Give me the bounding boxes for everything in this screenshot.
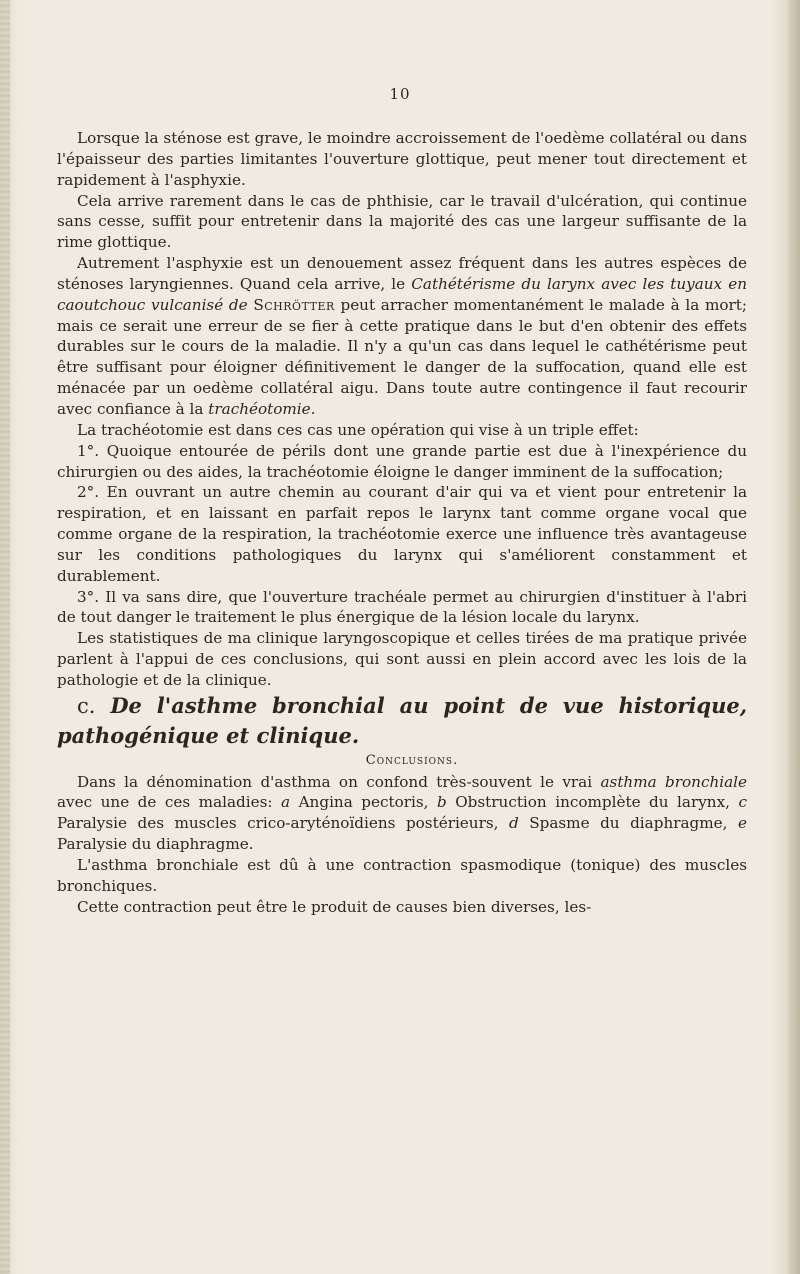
paragraph: 2°. En ouvrant un autre chemin au courant d'air qui va et vient pour entretenir la respiration, et en laissant en parfait repos le larynx tant comme organe vocal que comme organe de la respiration, la trachéotomie exerce une influence très avantageuse sur les conditions pathologiques du larynx qui s'améliorent constamment et durablement. [57, 483, 747, 585]
paragraph: 1°. Quoique entourée de périls dont une grande partie est due à l'inexpérience du chirurgien ou des aides, la trachéotomie éloigne le danger imminent de la suffocation; [57, 441, 747, 481]
paragraph: Les statistiques de ma clinique laryngoscopique et celles tirées de ma pratique privée parlent à l'appui de ces conclusions, qui sont aussi en plein accord avec les lois de la pathologie et de la clinique. [57, 629, 747, 689]
italic-run: asthma bronchiale [600, 772, 748, 791]
list-letter: d [508, 814, 519, 833]
paragraph: Cette contraction peut être le produit de causes bien diverses, les- [77, 897, 592, 916]
page-number: 10 [389, 85, 411, 103]
text-run: Paralysie du diaphragme. [57, 835, 254, 854]
list-letter: e [737, 814, 747, 833]
paragraph: 3°. Il va sans dire, que l'ouverture trachéale permet au chirurgien d'instituer à l'abri de tout danger le traitement le plus énergique de la lésion locale du larynx. [57, 587, 747, 627]
paragraph [57, 772, 747, 855]
page-binding-edge [0, 0, 10, 1274]
body-text [57, 128, 747, 918]
paragraph: L'asthma bronchiale est dû à une contraction spasmodique (tonique) des muscles bronchiques. [57, 856, 747, 895]
paragraph [57, 253, 747, 420]
text-run: Autrement l'asphyxie est un denouement assez fréquent dans les autres espèces de sténoses laryngiennes. Quand cela arrive, le [57, 254, 747, 293]
paragraph: Cela arrive rarement dans le cas de phthisie, car le travail d'ulcération, qui continue sans cesse, suffit pour entretenir dans la majorité des cas une largeur suffisante de la rime glottique. [57, 191, 747, 252]
text-run: avec une de ces maladies: [57, 793, 282, 812]
section-letter: c. [77, 693, 96, 718]
list-letter: a [281, 793, 291, 812]
text-run: Dans la dénomination d'asthma on confond très-souvent le vrai [77, 772, 601, 791]
paragraph: La trachéotomie est dans ces cas une opération qui vise à un triple effet: [77, 420, 639, 439]
text-run: Obstruction incomplète du larynx, [446, 793, 739, 812]
italic-run: Cathétérisme du larynx avec les tuyaux en caoutchouc vulcanisé de [57, 274, 747, 314]
text-run: peut arracher momentanément le malade à la mort; mais ce serait une erreur de se fier à cette pratique dans le but d'en obtenir des effets durables sur le cours de la maladie. Il n'y a qu'un cas dans lequel le cathétérisme peut être suffisant pour éloigner définitivement le danger de la suffocation, quand elle est ménacée par un oedème collatéral aigu. Dans toute autre contingence il faut recourir avec confiance à la [57, 295, 748, 418]
text-run: Angina pectoris, [290, 793, 437, 812]
text-run: Paralysie des muscles crico-aryténoïdiens postérieurs, [57, 814, 509, 833]
paragraph: Lorsque la sténose est grave, le moindre accroissement de l'oedème collatéral ou dans l'épaisseur des parties limitantes l'ouverture glottique, peut mener tout directement et rapidement à l'asphyxie. [57, 129, 747, 189]
list-letter: c [738, 793, 747, 812]
list-letter: b [436, 793, 447, 812]
section-subtitle: Conclusions. [365, 752, 459, 768]
text-run: Spasme du diaphragme, [518, 814, 738, 833]
section-heading [57, 691, 747, 751]
section-title: De l'asthme bronchial au point de vue historique, pathogénique et clinique. [57, 692, 748, 748]
author-name: Schrötter [253, 295, 335, 314]
italic-run: trachéotomie. [208, 399, 316, 418]
page-outer-edge [788, 0, 800, 1274]
